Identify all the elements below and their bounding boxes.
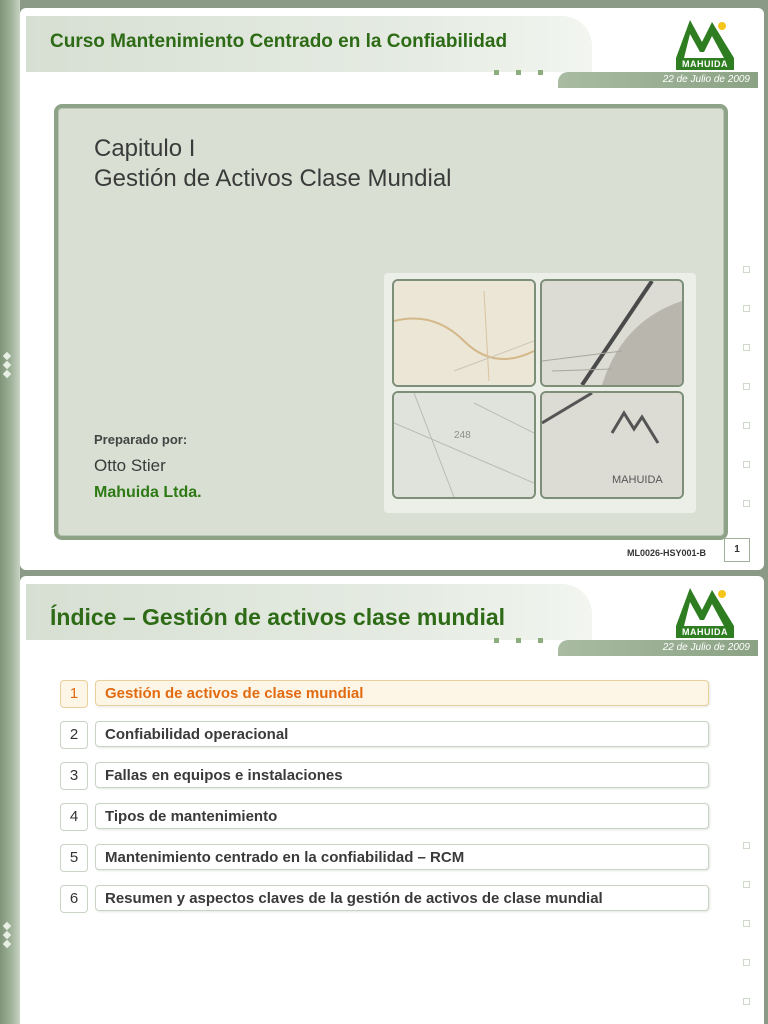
photo-tile-drawing — [392, 391, 536, 499]
left-decorative-strip — [0, 0, 20, 1024]
index-item-2[interactable] — [60, 721, 712, 762]
right-squares-decoration — [743, 842, 750, 1024]
page-number: 1 — [724, 538, 750, 562]
document-code: ML0026-HSY001-B — [626, 548, 706, 558]
photo-tile-hand-pen — [540, 279, 684, 387]
index-list — [60, 680, 712, 926]
cover-slide — [20, 8, 764, 570]
author-name: Otto Stier — [94, 456, 166, 475]
index-number: 4 — [60, 803, 88, 831]
index-item-3[interactable] — [60, 762, 712, 803]
photo-tile-blueprint — [392, 279, 536, 387]
left-dots-decoration — [4, 920, 14, 950]
index-label: Tipos de mantenimiento — [95, 803, 709, 829]
index-number: 6 — [60, 885, 88, 913]
mahuida-logo — [672, 12, 738, 72]
index-item-5[interactable] — [60, 844, 712, 885]
mountain-logo-icon — [672, 12, 738, 60]
logo-text: MAHUIDA — [676, 58, 734, 70]
index-label: Confiabilidad operacional — [95, 721, 709, 747]
header-dots-decoration — [494, 62, 560, 80]
left-dots-decoration — [4, 350, 14, 380]
company-name: Mahuida Ltda. — [94, 484, 202, 501]
svg-text:248: 248 — [454, 430, 471, 441]
index-label: Gestión de activos de clase mundial — [95, 680, 709, 706]
svg-text:MAHUIDA: MAHUIDA — [612, 474, 663, 486]
index-item-6[interactable] — [60, 885, 712, 926]
index-number: 5 — [60, 844, 88, 872]
index-label: Resumen y aspectos claves de la gestión de activos de clase mundial — [95, 885, 709, 911]
slide-date: 22 de Julio de 2009 — [662, 642, 750, 653]
cover-title — [94, 134, 452, 194]
logo-text: MAHUIDA — [676, 626, 734, 638]
chapter-title: Gestión de Activos Clase Mundial — [94, 165, 452, 192]
index-number: 1 — [60, 680, 88, 708]
index-item-1[interactable] — [60, 680, 712, 721]
index-number: 2 — [60, 721, 88, 749]
slide-date: 22 de Julio de 2009 — [662, 74, 750, 85]
index-title: Índice – Gestión de activos clase mundial — [50, 604, 506, 630]
header-dots-decoration — [494, 630, 560, 648]
photo-tile-logo-stamp — [540, 391, 684, 499]
index-slide — [20, 576, 764, 1024]
mountain-logo-icon — [672, 580, 738, 628]
index-label: Fallas en equipos e instalaciones — [95, 762, 709, 788]
right-squares-decoration — [743, 266, 750, 539]
prepared-by-label: Preparado por: — [94, 432, 188, 447]
index-number: 3 — [60, 762, 88, 790]
cover-panel — [54, 104, 728, 540]
photo-grid — [384, 273, 696, 513]
chapter-label: Capitulo I — [94, 135, 196, 162]
mahuida-logo — [672, 580, 738, 640]
index-label: Mantenimiento centrado en la confiabilidad – RCM — [95, 844, 709, 870]
index-item-4[interactable] — [60, 803, 712, 844]
course-title: Curso Mantenimiento Centrado en la Confiabilidad — [50, 31, 508, 52]
